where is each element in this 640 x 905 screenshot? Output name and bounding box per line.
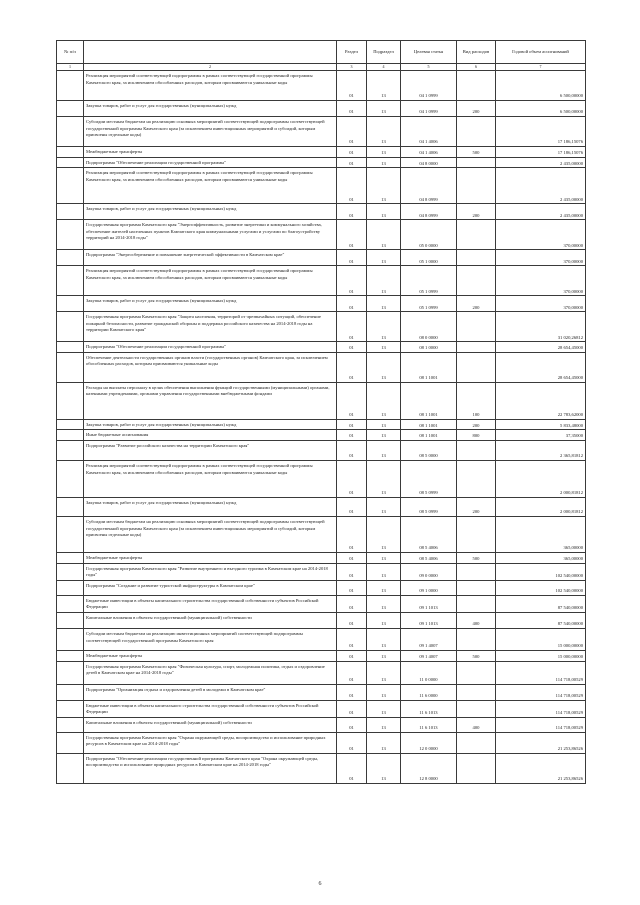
row-number	[57, 552, 84, 563]
row-section: 01	[337, 430, 367, 441]
row-name: Подпрограмма "Обеспечение реализации государственной программы Камчатского края "Охрана окружающей среды, воспроизводство и использование природных ресурсов в Камчатском крае на 2014-2018 годы"	[84, 753, 337, 783]
row-section: 01	[337, 563, 367, 580]
row-section: 01	[337, 147, 367, 158]
row-section: 01	[337, 250, 367, 266]
row-subsection: 13	[367, 168, 401, 204]
row-subsection: 13	[367, 580, 401, 595]
row-amount: 102 540,00000	[496, 580, 586, 595]
row-target-article: 11 6 1013	[401, 700, 457, 717]
table-row	[57, 700, 586, 717]
row-amount: 370,00000	[496, 220, 586, 250]
row-expense-type	[457, 352, 496, 382]
header-expense-type: Вид расходов	[457, 41, 496, 64]
row-target-article: 09 1 1013	[401, 612, 457, 628]
row-number	[57, 157, 84, 168]
row-target-article: 04 8 0000	[401, 157, 457, 168]
table-row	[57, 580, 586, 595]
row-section: 01	[337, 595, 367, 612]
row-amount: 370,00000	[496, 266, 586, 296]
row-amount: 37,35000	[496, 430, 586, 441]
row-subsection: 13	[367, 732, 401, 753]
row-section: 01	[337, 460, 367, 497]
row-expense-type: 200	[457, 497, 496, 516]
row-expense-type	[457, 312, 496, 342]
row-subsection: 13	[367, 595, 401, 612]
row-subsection: 13	[367, 650, 401, 661]
row-subsection: 13	[367, 753, 401, 783]
row-amount: 370,00000	[496, 296, 586, 312]
row-amount: 5 833,48000	[496, 419, 586, 430]
row-target-article: 12 8 0000	[401, 753, 457, 783]
row-expense-type: 200	[457, 101, 496, 117]
row-subsection: 13	[367, 430, 401, 441]
row-target-article: 08 5 0999	[401, 460, 457, 497]
row-name: Подпрограмма "Развитие российского казачества на территории Камчатского края"	[84, 440, 337, 460]
row-name: Государственная программа Камчатского края "Физическая культура, спорт, молодежная политика, отдых и оздоровление детей в Камчатском крае на 2014-2018 годы"	[84, 661, 337, 684]
row-subsection: 13	[367, 101, 401, 117]
table-row	[57, 352, 586, 382]
col-number: 7	[496, 64, 586, 71]
row-section: 01	[337, 440, 367, 460]
row-amount: 31 020,26812	[496, 312, 586, 342]
row-number	[57, 204, 84, 220]
row-amount: 28 654,45000	[496, 342, 586, 353]
row-subsection: 13	[367, 460, 401, 497]
row-name: Закупка товаров, работ и услуг для государственных (муниципальных) нужд	[84, 497, 337, 516]
row-amount: 28 654,45000	[496, 352, 586, 382]
row-section: 01	[337, 650, 367, 661]
row-target-article: 04 1 0999	[401, 71, 457, 101]
table-row	[57, 552, 586, 563]
header-num: № п/п	[57, 41, 84, 64]
row-number	[57, 342, 84, 353]
row-expense-type: 400	[457, 612, 496, 628]
row-section: 01	[337, 552, 367, 563]
row-number	[57, 440, 84, 460]
row-expense-type	[457, 157, 496, 168]
row-number	[57, 595, 84, 612]
row-target-article: 09 1 1013	[401, 595, 457, 612]
row-expense-type	[457, 628, 496, 650]
row-target-article: 08 5 4006	[401, 552, 457, 563]
row-subsection: 13	[367, 220, 401, 250]
row-expense-type	[457, 266, 496, 296]
table-row	[57, 661, 586, 684]
row-expense-type	[457, 440, 496, 460]
table-row	[57, 430, 586, 441]
row-target-article: 05 1 0999	[401, 266, 457, 296]
row-name: Капитальные вложения в объекты государственной (муниципальной) собственности	[84, 717, 337, 732]
row-section: 01	[337, 628, 367, 650]
row-name: Реализация мероприятий соответствующей подпрограммы в рамках соответствующей государственной программы Камчатского края, за исключением обособленных расходов, которым присваиваются уникальные коды	[84, 71, 337, 101]
row-amount: 365,00000	[496, 552, 586, 563]
table-row	[57, 382, 586, 419]
row-section: 01	[337, 71, 367, 101]
row-amount: 2 435,00000	[496, 157, 586, 168]
row-name: Подпрограмма "Организация отдыха и оздоровления детей в молодежи в Камчатском крае"	[84, 684, 337, 700]
budget-sheet	[56, 40, 585, 784]
row-name: Субсидии местным бюджетам на реализацию инвестиционных мероприятий соответствующей подпрограммы соответствующей государственной программы Камчатского края	[84, 628, 337, 650]
row-section: 01	[337, 684, 367, 700]
col-number: 2	[84, 64, 337, 71]
row-expense-type: 500	[457, 650, 496, 661]
table-row	[57, 595, 586, 612]
row-name: Межбюджетные трансферты	[84, 147, 337, 158]
row-target-article: 08 0 0000	[401, 312, 457, 342]
row-amount: 2 000,81812	[496, 497, 586, 516]
row-amount: 114 718,00529	[496, 661, 586, 684]
row-section: 01	[337, 204, 367, 220]
row-target-article: 05 1 0000	[401, 250, 457, 266]
row-name: Субсидии местным бюджетам на реализацию основных мероприятий соответствующей подпрограммы соответствующей государственной программы Камчатского края (за исключением инвестиционных мероприятий и субсидий, которым присвоены отдельные коды)	[84, 117, 337, 147]
row-name: Подпрограмма "Энергосбережение и повышение энергетической эффективности в Камчатском крае"	[84, 250, 337, 266]
row-target-article: 09 1 0000	[401, 580, 457, 595]
row-subsection: 13	[367, 312, 401, 342]
table-row	[57, 497, 586, 516]
row-amount: 21 253,86526	[496, 753, 586, 783]
row-expense-type	[457, 71, 496, 101]
row-target-article: 04 1 4006	[401, 117, 457, 147]
row-name: Капитальные вложения в объекты государственной (муниципальной) собственности	[84, 612, 337, 628]
row-subsection: 13	[367, 717, 401, 732]
row-name: Межбюджетные трансферты	[84, 650, 337, 661]
row-amount: 87 540,00000	[496, 612, 586, 628]
row-expense-type	[457, 580, 496, 595]
row-subsection: 13	[367, 700, 401, 717]
row-target-article: 08 5 0999	[401, 497, 457, 516]
row-number	[57, 147, 84, 158]
row-number	[57, 419, 84, 430]
row-number	[57, 117, 84, 147]
row-target-article: 05 0 0000	[401, 220, 457, 250]
col-number: 5	[401, 64, 457, 71]
row-expense-type	[457, 168, 496, 204]
row-expense-type: 500	[457, 147, 496, 158]
row-name: Подпрограмма "Обеспечение реализации государственной программы"	[84, 157, 337, 168]
row-name: Подпрограмма "Создание и развитие туристской инфраструктуры в Камчатском крае"	[84, 580, 337, 595]
row-subsection: 13	[367, 440, 401, 460]
row-number	[57, 250, 84, 266]
row-subsection: 13	[367, 552, 401, 563]
row-amount: 2 435,00000	[496, 168, 586, 204]
row-name: Межбюджетные трансферты	[84, 552, 337, 563]
row-name: Реализация мероприятий соответствующей подпрограммы в рамках соответствующей государственной программы Камчатского края, за исключением обособленных расходов, которым присваиваются уникальные коды	[84, 460, 337, 497]
row-section: 01	[337, 753, 367, 783]
row-number	[57, 612, 84, 628]
row-number	[57, 266, 84, 296]
table-row	[57, 168, 586, 204]
row-section: 01	[337, 717, 367, 732]
row-name: Государственная программа Камчатского края "Энергоэффективность, развитие энергетики и коммунального хозяйства, обеспечение жителей населенных пунктов Камчатского края коммунальными услугами и услугами по благоустройству территорий на 2014-2018 годы"	[84, 220, 337, 250]
row-amount: 15 000,00000	[496, 628, 586, 650]
row-subsection: 13	[367, 157, 401, 168]
row-name: Государственная программа Камчатского края "Развитие внутреннего и въездного туризма в Камчатском крае на 2014-2018 годы"	[84, 563, 337, 580]
row-number	[57, 580, 84, 595]
row-target-article: 04 8 0999	[401, 204, 457, 220]
row-section: 01	[337, 497, 367, 516]
row-target-article: 04 1 0999	[401, 101, 457, 117]
row-target-article: 04 8 0999	[401, 168, 457, 204]
row-target-article: 05 1 0999	[401, 296, 457, 312]
table-row	[57, 612, 586, 628]
table-row	[57, 266, 586, 296]
row-section: 01	[337, 101, 367, 117]
row-amount: 22 783,62000	[496, 382, 586, 419]
row-name: Обеспечение деятельности государственных органов власти (государственных органов) Камчатского края, за исключением обособленных расходов, которым присваиваются уникальные коды	[84, 352, 337, 382]
row-section: 01	[337, 220, 367, 250]
row-expense-type: 200	[457, 204, 496, 220]
table-row	[57, 650, 586, 661]
row-section: 01	[337, 266, 367, 296]
row-target-article: 08 1 1001	[401, 430, 457, 441]
row-number	[57, 650, 84, 661]
row-target-article: 08 1 1001	[401, 352, 457, 382]
table-row	[57, 342, 586, 353]
col-number: 6	[457, 64, 496, 71]
table-row	[57, 628, 586, 650]
row-amount: 2 000,81812	[496, 460, 586, 497]
row-subsection: 13	[367, 612, 401, 628]
row-subsection: 13	[367, 628, 401, 650]
row-name: Закупка товаров, работ и услуг для государственных (муниципальных) нужд	[84, 101, 337, 117]
row-name: Субсидии местным бюджетам на реализацию основных мероприятий соответствующей подпрограммы соответствующей государственной программы Камчатского края (за исключением инвестиционных мероприятий и субсидий, которым присвоены отдельные коды)	[84, 516, 337, 552]
row-target-article: 04 1 4006	[401, 147, 457, 158]
row-target-article: 08 1 1001	[401, 382, 457, 419]
row-number	[57, 661, 84, 684]
row-section: 01	[337, 312, 367, 342]
row-number	[57, 352, 84, 382]
row-target-article: 08 1 1001	[401, 419, 457, 430]
row-number	[57, 753, 84, 783]
row-section: 01	[337, 117, 367, 147]
row-section: 01	[337, 382, 367, 419]
row-expense-type	[457, 595, 496, 612]
row-amount: 15 000,00000	[496, 650, 586, 661]
row-subsection: 13	[367, 563, 401, 580]
page-number: 6	[318, 881, 322, 887]
table-row	[57, 147, 586, 158]
row-section: 01	[337, 580, 367, 595]
row-amount: 114 718,00529	[496, 717, 586, 732]
header-subsection: Подраздел	[367, 41, 401, 64]
row-number	[57, 497, 84, 516]
row-amount: 87 540,00000	[496, 595, 586, 612]
row-number	[57, 516, 84, 552]
row-section: 01	[337, 342, 367, 353]
row-subsection: 13	[367, 382, 401, 419]
row-amount: 21 253,86526	[496, 732, 586, 753]
table-row	[57, 563, 586, 580]
table-row	[57, 157, 586, 168]
row-amount: 17 186,15076	[496, 117, 586, 147]
row-number	[57, 312, 84, 342]
col-number: 4	[367, 64, 401, 71]
row-amount: 370,00000	[496, 250, 586, 266]
row-subsection: 13	[367, 342, 401, 353]
header-name	[84, 41, 337, 64]
table-row	[57, 101, 586, 117]
row-amount: 2 435,00000	[496, 204, 586, 220]
table-row	[57, 312, 586, 342]
table-row	[57, 117, 586, 147]
row-subsection: 13	[367, 250, 401, 266]
row-name: Реализация мероприятий соответствующей подпрограммы в рамках соответствующей государственной программы Камчатского края, за исключением обособленных расходов, которым присваиваются уникальные коды	[84, 168, 337, 204]
row-target-article: 08 5 4006	[401, 516, 457, 552]
budget-table	[56, 40, 586, 784]
row-section: 01	[337, 700, 367, 717]
row-number	[57, 101, 84, 117]
row-number	[57, 717, 84, 732]
row-number	[57, 168, 84, 204]
header-target-article: Целевая статья	[401, 41, 457, 64]
row-subsection: 13	[367, 296, 401, 312]
table-row	[57, 250, 586, 266]
row-number	[57, 296, 84, 312]
row-expense-type	[457, 732, 496, 753]
row-target-article: 09 1 4007	[401, 628, 457, 650]
row-section: 01	[337, 168, 367, 204]
row-amount: 6 500,00000	[496, 71, 586, 101]
row-section: 01	[337, 732, 367, 753]
row-subsection: 13	[367, 516, 401, 552]
row-section: 01	[337, 352, 367, 382]
row-number	[57, 732, 84, 753]
row-number	[57, 220, 84, 250]
table-row	[57, 296, 586, 312]
row-section: 01	[337, 612, 367, 628]
row-amount: 365,00000	[496, 516, 586, 552]
table-row	[57, 753, 586, 783]
row-amount: 17 186,15076	[496, 147, 586, 158]
row-amount: 6 500,00000	[496, 101, 586, 117]
row-target-article: 11 0 0000	[401, 661, 457, 684]
row-expense-type: 400	[457, 717, 496, 732]
row-subsection: 13	[367, 497, 401, 516]
row-target-article: 08 5 0000	[401, 440, 457, 460]
col-number: 3	[337, 64, 367, 71]
row-number	[57, 563, 84, 580]
row-number	[57, 382, 84, 419]
row-section: 01	[337, 516, 367, 552]
table-row	[57, 460, 586, 497]
row-expense-type	[457, 250, 496, 266]
row-name: Иные бюджетные ассигнования	[84, 430, 337, 441]
row-expense-type	[457, 684, 496, 700]
row-name: Государственная программа Камчатского края "Охрана окружающей среды, воспроизводство и использование природных ресурсов в Камчатском крае на 2014-2018 годы"	[84, 732, 337, 753]
row-subsection: 13	[367, 661, 401, 684]
row-target-article: 11 6 1013	[401, 717, 457, 732]
row-number	[57, 71, 84, 101]
row-subsection: 13	[367, 684, 401, 700]
col-number: 1	[57, 64, 84, 71]
row-expense-type	[457, 117, 496, 147]
row-amount: 114 718,00529	[496, 700, 586, 717]
row-expense-type	[457, 563, 496, 580]
row-name: Бюджетные инвестиции в объекты капитального строительства государственной собственности субъектов Российской Федерации	[84, 595, 337, 612]
row-subsection: 13	[367, 71, 401, 101]
header-annual-amount: Годовой объем ассигнований	[496, 41, 586, 64]
row-number	[57, 684, 84, 700]
table-row	[57, 204, 586, 220]
row-expense-type: 500	[457, 552, 496, 563]
row-section: 01	[337, 661, 367, 684]
row-subsection: 13	[367, 204, 401, 220]
row-number	[57, 700, 84, 717]
row-number	[57, 628, 84, 650]
row-expense-type	[457, 220, 496, 250]
row-name: Реализация мероприятий соответствующей подпрограммы в рамках соответствующей государственной программы Камчатского края, за исключением обособленных расходов, которым присваиваются уникальные коды	[84, 266, 337, 296]
row-expense-type: 200	[457, 419, 496, 430]
row-expense-type	[457, 516, 496, 552]
row-name: Государственная программа Камчатского края "Защита населения, территорий от чрезвычайных ситуаций, обеспечение пожарной безопасности, развитие гражданской обороны и поддержка российского казачества на 2014-2018 годы на территории Камчатского края"	[84, 312, 337, 342]
row-name: Закупка товаров, работ и услуг для государственных (муниципальных) нужд	[84, 204, 337, 220]
row-expense-type	[457, 753, 496, 783]
row-expense-type	[457, 700, 496, 717]
row-section: 01	[337, 419, 367, 430]
row-name: Расходы на выплаты персоналу в целях обеспечения выполнения функций государственными (муниципальными) органами, казенными учреждениями, органами управления государственными внебюджетными фондами	[84, 382, 337, 419]
row-number	[57, 430, 84, 441]
row-amount: 114 718,00529	[496, 684, 586, 700]
row-expense-type	[457, 342, 496, 353]
row-subsection: 13	[367, 147, 401, 158]
row-target-article: 12 0 0000	[401, 732, 457, 753]
table-row	[57, 419, 586, 430]
table-row	[57, 71, 586, 101]
header-section: Раздел	[337, 41, 367, 64]
row-expense-type	[457, 460, 496, 497]
row-subsection: 13	[367, 352, 401, 382]
row-expense-type: 800	[457, 430, 496, 441]
row-subsection: 13	[367, 266, 401, 296]
row-expense-type	[457, 661, 496, 684]
row-amount: 102 540,00000	[496, 563, 586, 580]
column-number-row	[57, 64, 586, 71]
row-target-article: 11 6 0000	[401, 684, 457, 700]
table-row	[57, 732, 586, 753]
row-name: Бюджетные инвестиции в объекты капитального строительства государственной собственности субъектов Российской Федерации	[84, 700, 337, 717]
row-target-article: 09 1 4007	[401, 650, 457, 661]
row-number	[57, 460, 84, 497]
row-subsection: 13	[367, 117, 401, 147]
row-expense-type: 100	[457, 382, 496, 419]
row-name: Подпрограмма "Обеспечение реализации государственной программы"	[84, 342, 337, 353]
table-row	[57, 516, 586, 552]
row-section: 01	[337, 157, 367, 168]
row-name: Закупка товаров, работ и услуг для государственных (муниципальных) нужд	[84, 419, 337, 430]
table-row	[57, 220, 586, 250]
header-row	[57, 41, 586, 64]
table-row	[57, 717, 586, 732]
table-row	[57, 440, 586, 460]
row-expense-type: 200	[457, 296, 496, 312]
table-row	[57, 684, 586, 700]
row-section: 01	[337, 296, 367, 312]
row-amount: 2 365,81812	[496, 440, 586, 460]
row-target-article: 09 0 0000	[401, 563, 457, 580]
row-name: Закупка товаров, работ и услуг для государственных (муниципальных) нужд	[84, 296, 337, 312]
row-subsection: 13	[367, 419, 401, 430]
row-target-article: 08 1 0000	[401, 342, 457, 353]
